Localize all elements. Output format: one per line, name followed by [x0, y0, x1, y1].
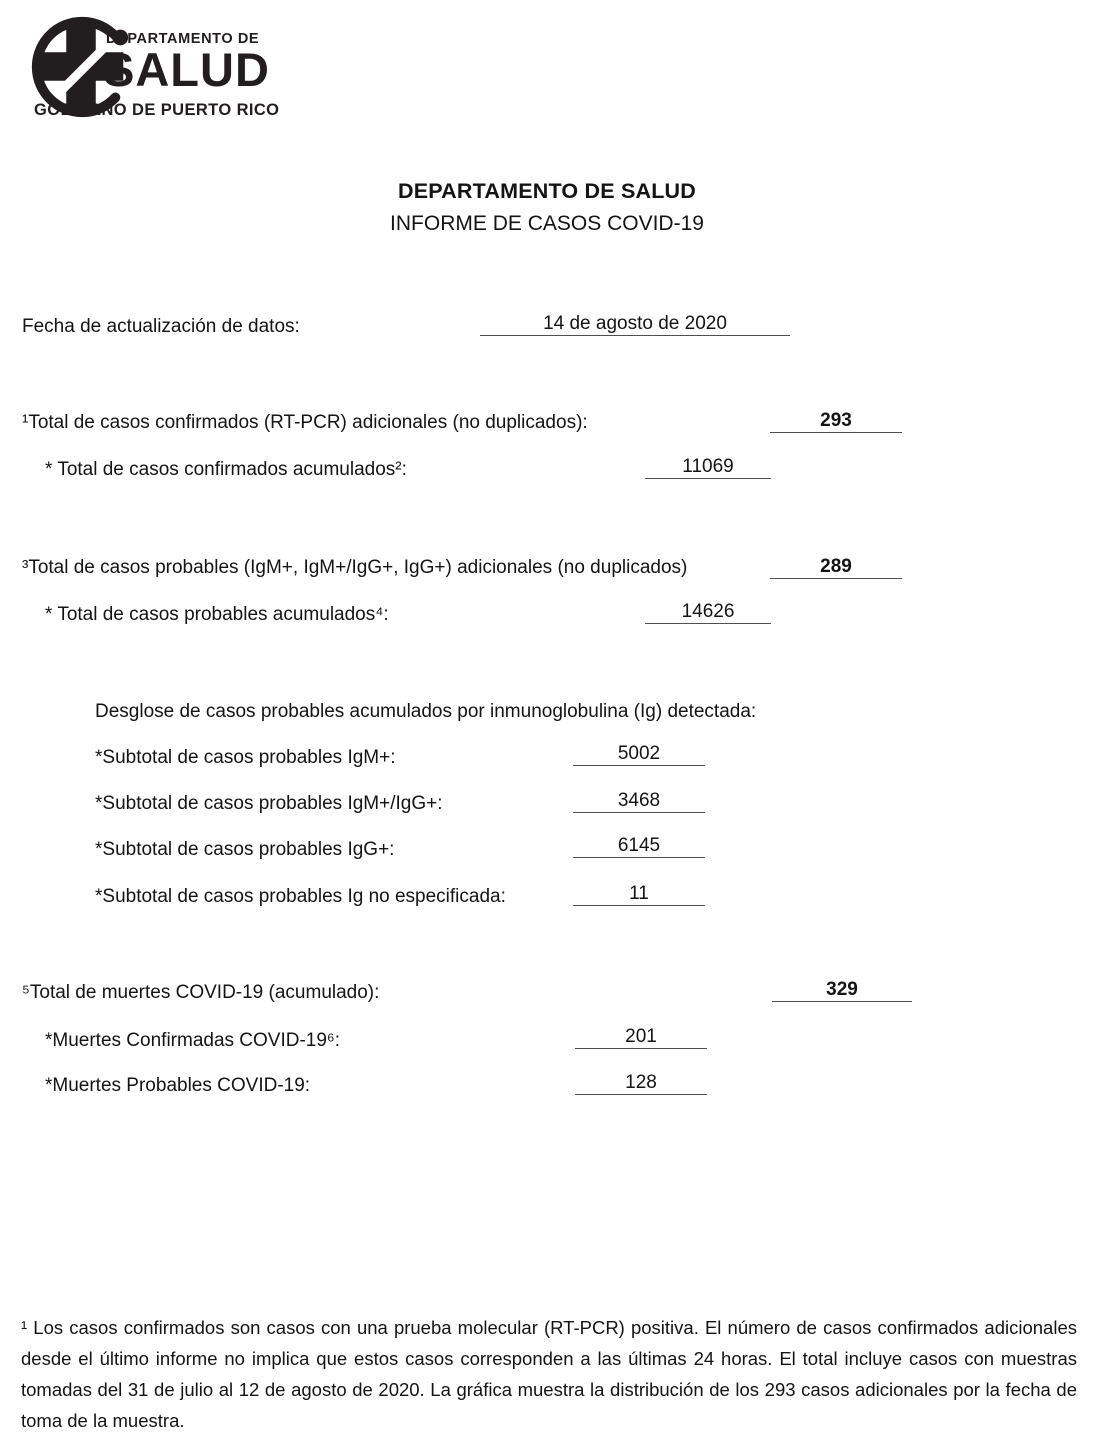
probable-additional-label: ³Total de casos probables (IgM+, IgM+/IgG+, IgG+) adicionales (no duplicados) — [22, 557, 688, 578]
logo-gobierno-line: GOBIERNO DE PUERTO RICO — [34, 101, 280, 119]
document-header — [0, 179, 1094, 236]
footnote-1: ¹ Los casos confirmados son casos con una prueba molecular (RT-PCR) positiva. El número de casos confirmados adicionales desde el último informe no implica que estos casos corresponden a las últimas 24 horas. El total incluye casos con muestras tomadas del 31 de julio al 12 de agosto de 2020. La gráfica muestra la distribución de los 293 casos adicionales por la fecha de toma de la muestra. — [21, 1317, 1077, 1431]
logo-salud-wordmark: SALUD — [103, 43, 270, 96]
breakdown-igm-value: 5002 — [573, 742, 705, 766]
confirmed-cumulative-label: * Total de casos confirmados acumulados²: — [45, 459, 407, 480]
confirmed-additional-label: ¹Total de casos confirmados (RT-PCR) adicionales (no duplicados): — [22, 412, 588, 433]
deaths-total-label: ⁵Total de muertes COVID-19 (acumulado): — [22, 982, 380, 1003]
deaths-confirmed-value: 201 — [575, 1025, 707, 1049]
deaths-probable-value: 128 — [575, 1071, 707, 1095]
breakdown-ig-unspecified-label: *Subtotal de casos probables Ig no especificada: — [95, 886, 506, 907]
breakdown-igm-igg-value: 3468 — [573, 789, 705, 813]
update-date-value: 14 de agosto de 2020 — [480, 312, 790, 336]
salud-logo — [0, 0, 320, 140]
page-title: DEPARTAMENTO DE SALUD — [397, 179, 697, 203]
breakdown-igm-igg-label: *Subtotal de casos probables IgM+/IgG+: — [95, 793, 443, 814]
page-subtitle: INFORME DE CASOS COVID-19 — [390, 212, 704, 235]
confirmed-cumulative-value: 11069 — [645, 455, 771, 479]
probable-cumulative-value: 14626 — [645, 600, 771, 624]
deaths-confirmed-label: *Muertes Confirmadas COVID-19⁶: — [45, 1030, 341, 1051]
deaths-total-value: 329 — [772, 978, 912, 1002]
breakdown-ig-unspecified-value: 11 — [573, 882, 705, 906]
breakdown-igm-label: *Subtotal de casos probables IgM+: — [95, 747, 396, 768]
confirmed-additional-value: 293 — [770, 409, 902, 433]
breakdown-igg-label: *Subtotal de casos probables IgG+: — [95, 839, 395, 860]
update-date-label: Fecha de actualización de datos: — [22, 316, 300, 337]
deaths-probable-label: *Muertes Probables COVID-19: — [45, 1075, 311, 1096]
probable-additional-value: 289 — [770, 555, 902, 579]
probable-cumulative-label: * Total de casos probables acumulados⁴: — [45, 604, 389, 625]
breakdown-igg-value: 6145 — [573, 834, 705, 858]
breakdown-heading: Desglose de casos probables acumulados por inmunoglobulina (Ig) detectada: — [95, 701, 757, 722]
logo-departamento-de: DEPARTAMENTO DE — [106, 31, 260, 47]
